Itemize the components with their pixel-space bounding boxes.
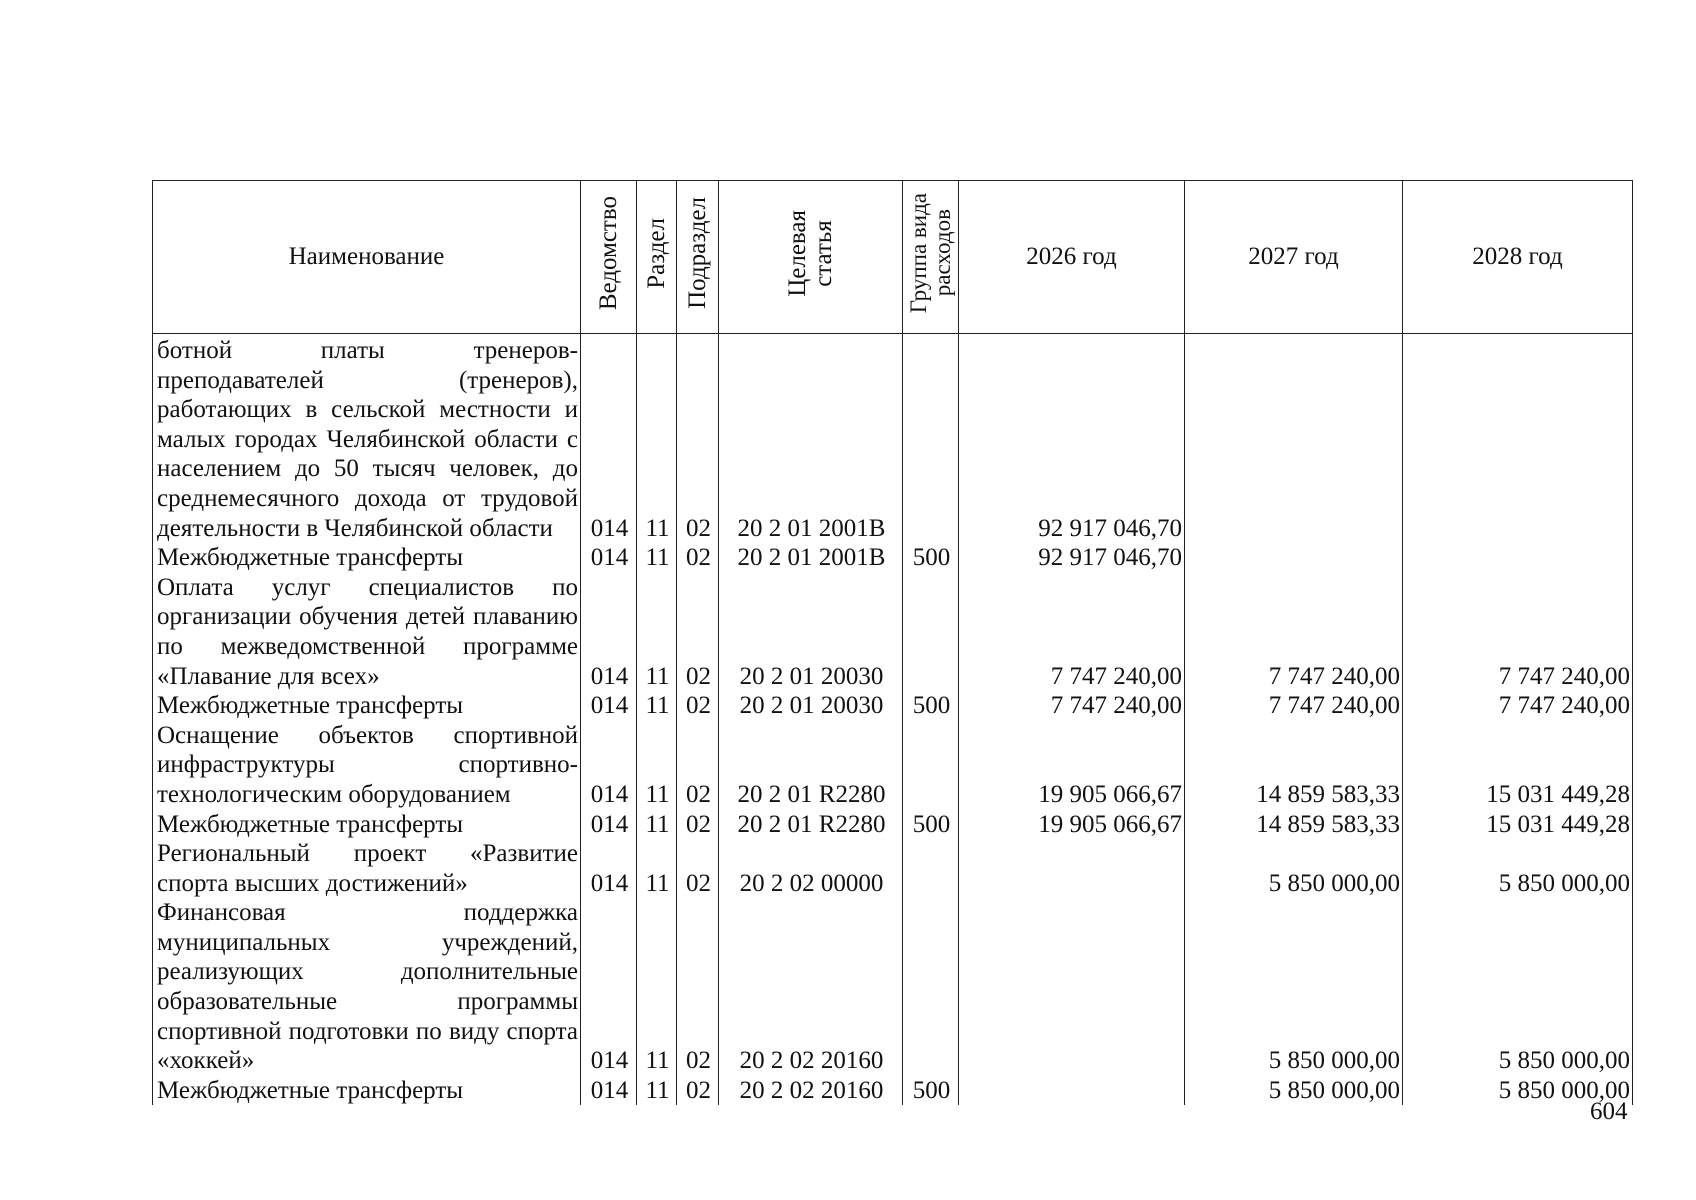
row-name-cell: Межбюджетные трансферты <box>153 1076 581 1106</box>
budget-table <box>152 180 1633 1105</box>
row-2028-cell: 5 850 000,00 <box>1403 1076 1633 1106</box>
row-podrazdel-cell: 02 <box>677 691 719 721</box>
row-2026-cell: 7 747 240,00 <box>959 691 1185 721</box>
row-razdel-cell: 11 <box>637 839 677 898</box>
row-2027-cell: 14 859 583,33 <box>1185 810 1403 840</box>
row-vedomstvo-cell: 014 <box>581 691 637 721</box>
row-razdel-cell: 11 <box>637 334 677 544</box>
row-2027-cell <box>1185 543 1403 573</box>
row-2027-cell: 14 859 583,33 <box>1185 721 1403 810</box>
row-expense-group-cell <box>903 721 959 810</box>
row-2026-cell <box>959 898 1185 1076</box>
row-2027-cell: 5 850 000,00 <box>1185 839 1403 898</box>
row-podrazdel-cell: 02 <box>677 810 719 840</box>
row-2028-cell: 5 850 000,00 <box>1403 898 1633 1076</box>
row-expense-group-cell <box>903 839 959 898</box>
row-expense-group-cell <box>903 334 959 544</box>
page-number: 604 <box>1590 1098 1628 1125</box>
row-vedomstvo-cell: 014 <box>581 334 637 544</box>
budget-sheet <box>152 180 1632 1104</box>
row-podrazdel-cell: 02 <box>677 721 719 810</box>
row-target-article-cell: 20 2 01 20030 <box>719 573 903 691</box>
table-row <box>153 334 1633 544</box>
row-razdel-cell: 11 <box>637 898 677 1076</box>
row-razdel-cell: 11 <box>637 691 677 721</box>
table-row <box>153 839 1633 898</box>
row-2027-cell: 7 747 240,00 <box>1185 691 1403 721</box>
header-expense-group: Группа вида расходов <box>903 181 959 334</box>
row-2027-cell: 5 850 000,00 <box>1185 1076 1403 1106</box>
row-2028-cell: 7 747 240,00 <box>1403 573 1633 691</box>
row-target-article-cell: 20 2 01 R2280 <box>719 810 903 840</box>
row-2026-cell: 92 917 046,70 <box>959 543 1185 573</box>
row-target-article-cell: 20 2 01 2001B <box>719 334 903 544</box>
row-vedomstvo-cell: 014 <box>581 839 637 898</box>
row-name-cell: Межбюджетные трансферты <box>153 810 581 840</box>
row-vedomstvo-cell: 014 <box>581 810 637 840</box>
row-podrazdel-cell: 02 <box>677 1076 719 1106</box>
row-razdel-cell: 11 <box>637 543 677 573</box>
row-vedomstvo-cell: 014 <box>581 721 637 810</box>
table-row <box>153 898 1633 1076</box>
header-row <box>153 181 1633 334</box>
row-razdel-cell: 11 <box>637 810 677 840</box>
row-target-article-cell: 20 2 02 00000 <box>719 839 903 898</box>
row-vedomstvo-cell: 014 <box>581 573 637 691</box>
row-2026-cell: 7 747 240,00 <box>959 573 1185 691</box>
table-row <box>153 810 1633 840</box>
row-expense-group-cell: 500 <box>903 691 959 721</box>
row-vedomstvo-cell: 014 <box>581 543 637 573</box>
row-2026-cell: 19 905 066,67 <box>959 721 1185 810</box>
header-2028: 2028 год <box>1403 181 1633 334</box>
row-2026-cell: 92 917 046,70 <box>959 334 1185 544</box>
row-2028-cell: 7 747 240,00 <box>1403 691 1633 721</box>
row-2026-cell <box>959 839 1185 898</box>
row-name-cell: Оплата услуг специалистов по организации обучения детей плаванию по межведомственной программе «Плавание для всех» <box>153 573 581 691</box>
row-razdel-cell: 11 <box>637 1076 677 1106</box>
header-podrazdel: Подраздел <box>677 181 719 334</box>
row-name-cell: Финансовая поддержка муниципальных учреждений, реализующих дополнительные образовательные программы спортивной подготовки по виду спорта «хоккей» <box>153 898 581 1076</box>
row-2027-cell <box>1185 334 1403 544</box>
header-2026: 2026 год <box>959 181 1185 334</box>
header-target-article: Целевая статья <box>719 181 903 334</box>
row-podrazdel-cell: 02 <box>677 543 719 573</box>
row-2028-cell: 15 031 449,28 <box>1403 721 1633 810</box>
row-expense-group-cell: 500 <box>903 810 959 840</box>
row-target-article-cell: 20 2 01 20030 <box>719 691 903 721</box>
row-razdel-cell: 11 <box>637 573 677 691</box>
row-2028-cell: 15 031 449,28 <box>1403 810 1633 840</box>
row-2028-cell <box>1403 543 1633 573</box>
row-2027-cell: 5 850 000,00 <box>1185 898 1403 1076</box>
row-vedomstvo-cell: 014 <box>581 1076 637 1106</box>
row-2026-cell: 19 905 066,67 <box>959 810 1185 840</box>
row-name-cell: Межбюджетные трансферты <box>153 543 581 573</box>
table-row <box>153 691 1633 721</box>
row-expense-group-cell: 500 <box>903 543 959 573</box>
row-name-cell: ботной платы тренеров-преподавателей (тренеров), работающих в сельской местности и малых городах Челябинской области с населением до 50 тысяч человек, до среднемесячного дохода от трудовой деятельности в Челябинской области <box>153 334 581 544</box>
row-target-article-cell: 20 2 01 R2280 <box>719 721 903 810</box>
row-expense-group-cell <box>903 573 959 691</box>
table-row <box>153 1076 1633 1106</box>
header-razdel: Раздел <box>637 181 677 334</box>
header-vedomstvo: Ведомство <box>581 181 637 334</box>
row-2028-cell: 5 850 000,00 <box>1403 839 1633 898</box>
header-name: Наименование <box>153 181 581 334</box>
row-podrazdel-cell: 02 <box>677 898 719 1076</box>
row-target-article-cell: 20 2 01 2001B <box>719 543 903 573</box>
row-razdel-cell: 11 <box>637 721 677 810</box>
row-expense-group-cell <box>903 898 959 1076</box>
row-name-cell: Межбюджетные трансферты <box>153 691 581 721</box>
row-2027-cell: 7 747 240,00 <box>1185 573 1403 691</box>
table-row <box>153 721 1633 810</box>
table-row <box>153 543 1633 573</box>
row-podrazdel-cell: 02 <box>677 573 719 691</box>
header-2027: 2027 год <box>1185 181 1403 334</box>
row-name-cell: Региональный проект «Развитие спорта высших достижений» <box>153 839 581 898</box>
row-podrazdel-cell: 02 <box>677 334 719 544</box>
row-vedomstvo-cell: 014 <box>581 898 637 1076</box>
row-target-article-cell: 20 2 02 20160 <box>719 1076 903 1106</box>
row-2028-cell <box>1403 334 1633 544</box>
row-2026-cell <box>959 1076 1185 1106</box>
table-row <box>153 573 1633 691</box>
row-podrazdel-cell: 02 <box>677 839 719 898</box>
row-name-cell: Оснащение объектов спортивной инфраструктуры спортивно-технологическим оборудованием <box>153 721 581 810</box>
row-expense-group-cell: 500 <box>903 1076 959 1106</box>
row-target-article-cell: 20 2 02 20160 <box>719 898 903 1076</box>
